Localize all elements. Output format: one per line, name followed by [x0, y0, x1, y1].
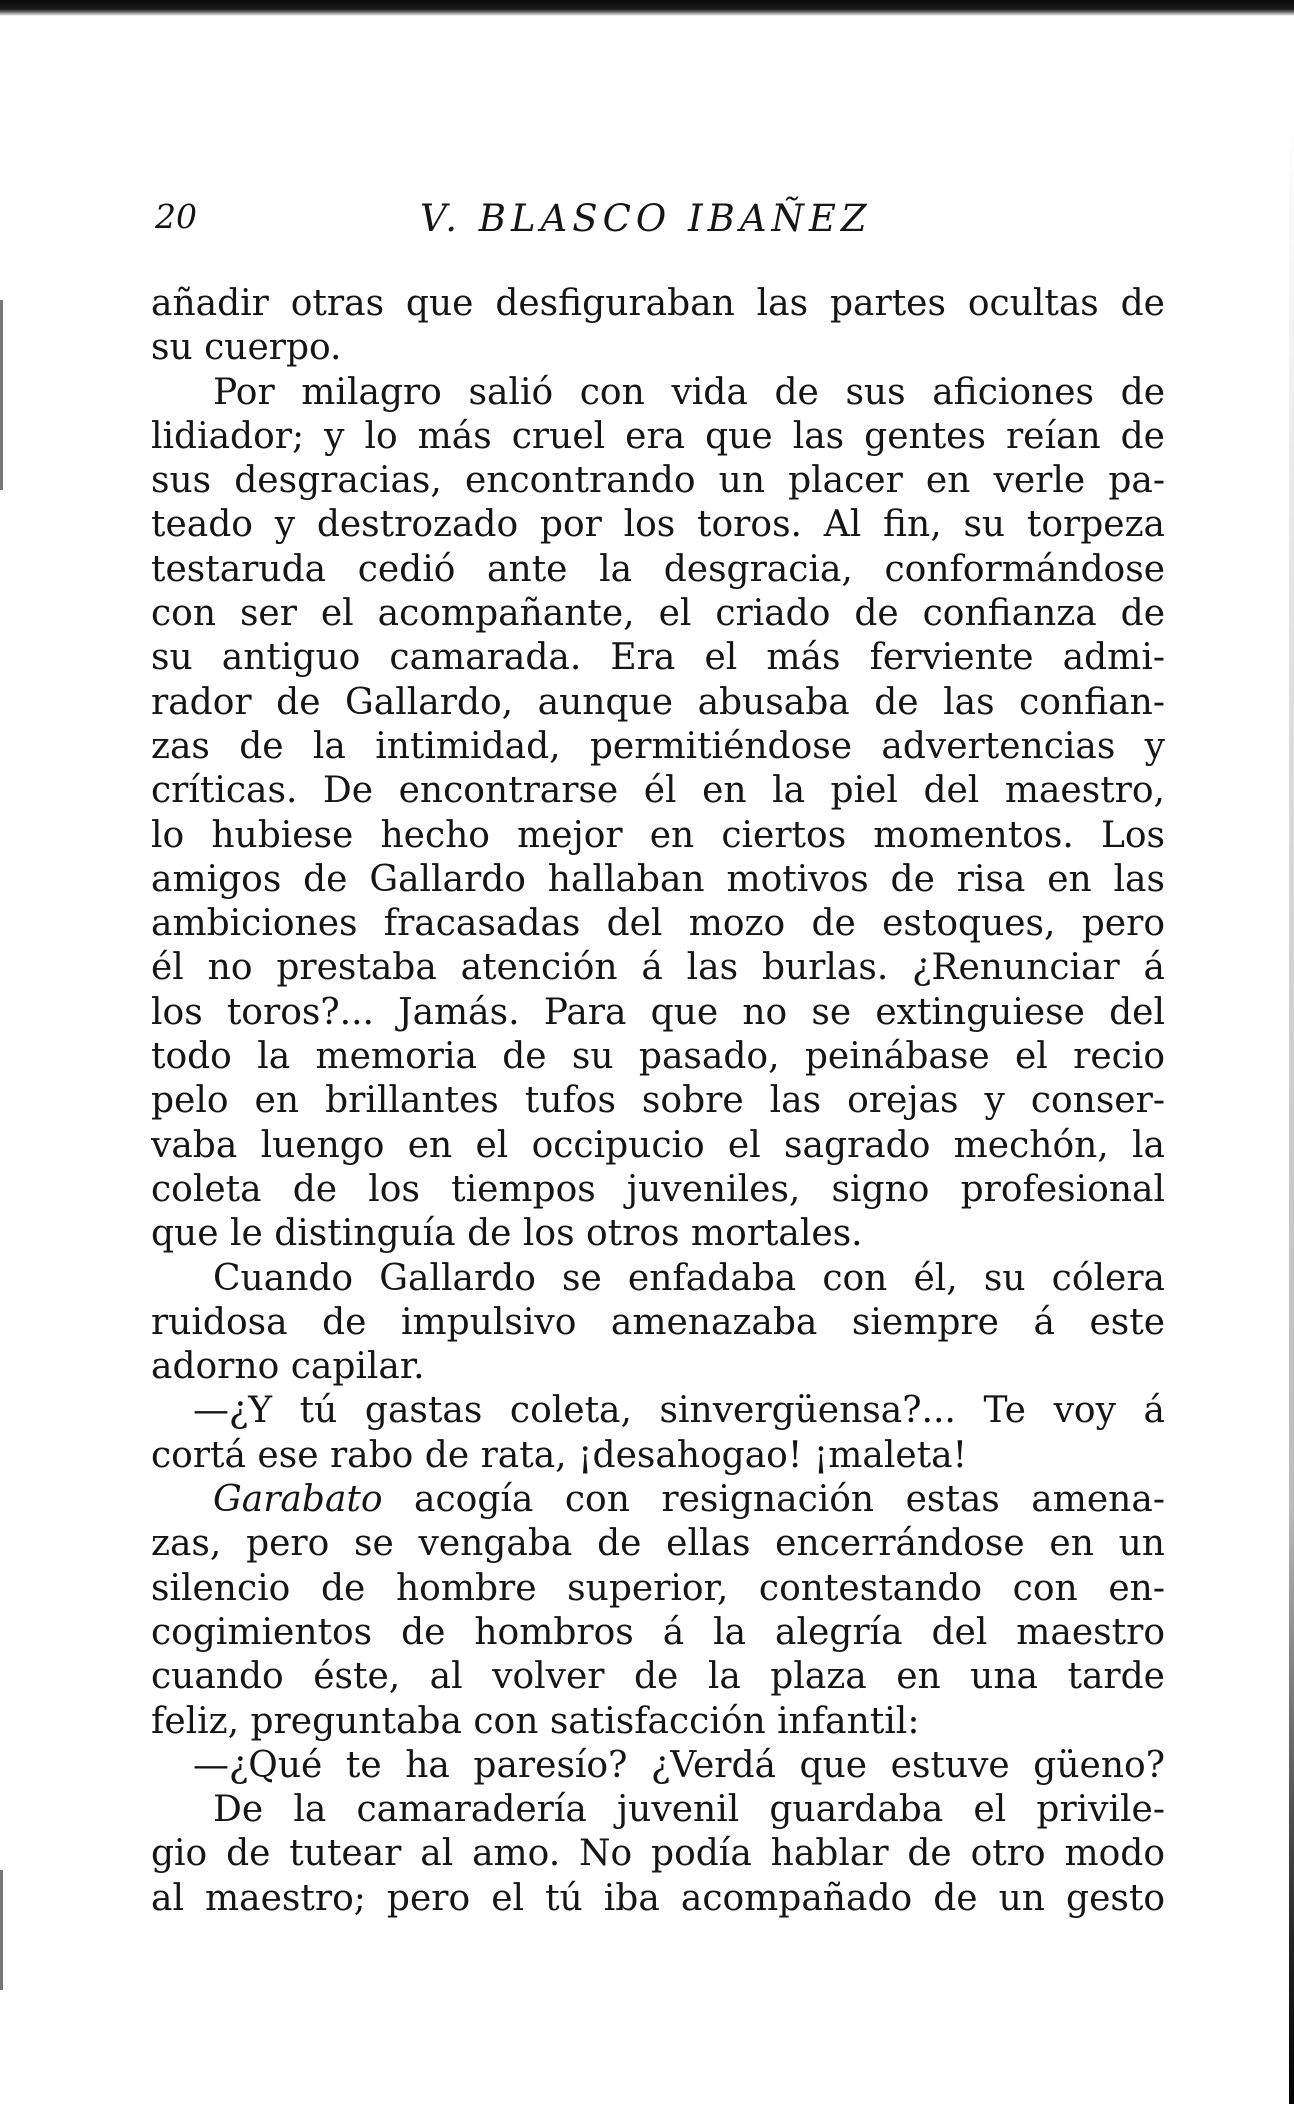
page-number: 20 [155, 197, 197, 236]
text-line: De la camaradería juvenil guardaba el privile- [213, 1789, 1165, 1831]
text-line: que le distinguía de los otros mortales. [151, 1213, 863, 1255]
text-line: zas de la intimidad, permitiéndose advertencias y [151, 725, 1165, 767]
text-line: cogimientos de hombros á la alegría del maestro [151, 1611, 1165, 1653]
text-line: feliz, preguntaba con satisfacción infantil: [151, 1700, 920, 1742]
text-line: gio de tutear al amo. No podía hablar de otro modo [151, 1833, 1165, 1875]
text-line: cuando éste, al volver de la plaza en una tarde [151, 1656, 1165, 1698]
text-line: con ser el acompañante, el criado de confianza de [151, 593, 1165, 635]
page-right-edge [1289, 105, 1294, 2104]
left-margin-mark [0, 1870, 3, 1990]
text-line: testaruda cedió ante la desgracia, conformándose [151, 548, 1165, 590]
text-line: los toros?... Jamás. Para que no se extinguiese del [151, 991, 1165, 1033]
text-line: rador de Gallardo, aunque abusaba de las confian- [151, 681, 1165, 723]
left-margin-mark [0, 300, 3, 490]
text-line: teado y destrozado por los toros. Al fin, su torpeza [151, 504, 1165, 546]
text-line: zas, pero se vengaba de ellas encerrándose en un [151, 1523, 1165, 1565]
text-line [151, 1478, 1165, 1522]
text-line: —¿Qué te ha paresío? ¿Verdá que estuve güeno? [193, 1744, 1165, 1786]
text-line: adorno capilar. [151, 1346, 425, 1388]
text-line: él no prestaba atención á las burlas. ¿Renunciar á [151, 947, 1165, 989]
text-line: cortá ese rabo de rata, ¡desahogao! ¡maleta! [151, 1434, 968, 1476]
page-top-edge [0, 0, 1294, 16]
text-line: críticas. De encontrarse él en la piel del maestro, [151, 770, 1165, 812]
italic-name: Garabato [213, 1479, 383, 1521]
text-line: amigos de Gallardo hallaban motivos de risa en las [151, 858, 1165, 900]
text-line: coleta de los tiempos juveniles, signo profesional [151, 1168, 1165, 1210]
text-line: añadir otras que desfiguraban las partes ocultas de [151, 283, 1165, 324]
text-line: todo la memoria de su pasado, peinábase el recio [151, 1036, 1165, 1078]
text-line: lidiador; y lo más cruel era que las gentes reían de [151, 415, 1165, 457]
body-text [151, 282, 1165, 1921]
text-line: al maestro; pero el tú iba acompañado de un gesto [151, 1877, 1165, 1919]
text-line: su antiguo camarada. Era el más ferviente admi- [151, 637, 1165, 679]
text-line: ruidosa de impulsivo amenazaba siempre á este [151, 1301, 1165, 1343]
text-line: —¿Y tú gastas coleta, sinvergüensa?... Te voy á [193, 1390, 1165, 1432]
page-header [155, 197, 1165, 247]
text-line: su cuerpo. [151, 327, 342, 369]
text-line: silencio de hombre superior, contestando con en- [151, 1567, 1165, 1609]
text-line: vaba luengo en el occipucio el sagrado mechón, la [151, 1124, 1165, 1166]
text-line: Cuando Gallardo se enfadaba con él, su cólera [213, 1257, 1165, 1299]
text-line: pelo en brillantes tufos sobre las orejas y conser- [151, 1080, 1165, 1122]
text-line: lo hubiese hecho mejor en ciertos momentos. Los [151, 814, 1165, 856]
text-line: sus desgracias, encontrando un placer en verle pa- [151, 460, 1165, 502]
running-title: V. BLASCO IBAÑEZ [420, 197, 872, 240]
text-line: Por milagro salió con vida de sus aficiones de [213, 371, 1165, 413]
line-text: acogía con resignación estas amena- [382, 1479, 1165, 1521]
text-line: ambiciones fracasadas del mozo de estoques, pero [151, 903, 1165, 945]
